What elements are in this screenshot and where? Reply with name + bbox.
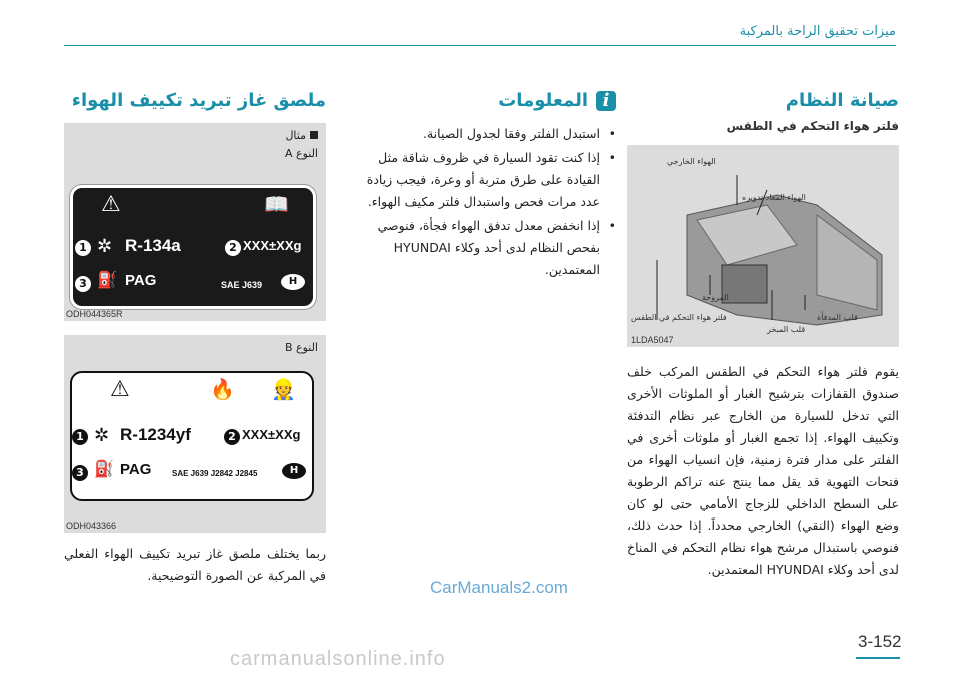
standard-b: SAE J639 J2842 J2845 <box>172 469 258 478</box>
label-card-b <box>70 371 314 501</box>
label-fan: المروحة <box>702 293 729 302</box>
flame-icon: 🔥 <box>210 377 235 401</box>
num-3-badge: 3 <box>72 465 88 481</box>
example-caption: مثال <box>285 129 318 142</box>
refrigerant-type-a: R-134a <box>125 236 181 255</box>
technician-icon: 👷 <box>271 377 296 401</box>
num-2-badge: 2 <box>224 429 240 445</box>
amount-a: XXX±XXg <box>243 238 302 253</box>
bottom-watermark: carmanualsonline.info <box>230 648 446 670</box>
info-heading: iالمعلومات <box>354 90 616 111</box>
type-a-caption: النوع A <box>284 147 318 160</box>
num-1-badge: 1 <box>72 429 88 445</box>
standard-a: SAE J639 <box>221 280 263 290</box>
filter-diagram <box>627 145 899 347</box>
oil-type-a: PAG <box>125 272 157 289</box>
page-number: 3-152 <box>858 632 902 651</box>
section-heading-maintenance: صيانة النظام <box>785 90 899 111</box>
middle-column <box>354 90 616 283</box>
label-card-a <box>70 185 316 309</box>
type-b-caption: النوع B <box>284 341 318 354</box>
label-evap-core: قلب المبخر <box>767 325 806 334</box>
warning-icon: ⚠ <box>110 377 130 402</box>
label-recirc-air: الهواء المعاد تدويره <box>742 193 806 202</box>
gear-icon: ✲ <box>94 425 110 446</box>
info-icon: i <box>596 91 616 111</box>
oil-can-icon: ⛽ <box>97 270 117 289</box>
header-rule <box>64 45 896 46</box>
num-1-badge: 1 <box>75 240 91 256</box>
manual-icon: 📖 <box>264 192 289 216</box>
filter-paragraph: يقوم فلتر هواء التحكم في الطقس المركب خلف صندوق القفازات بترشيح الغبار أو الملوثات الأخرى التي تدخل للسيارة من الخارج عبر نظام التدفئة وتكييف الهواء. إذا تجمع الغبار أو ملوثات أخرى في الفلتر على مدار فترة زمنية، فإن انسياب الهواء من فتحات التهوية قد يقل مما ينتج عنه تراكم الرطوبة على السطح الداخلي للزجاج الأمامي حتى لو كان وضع الهواء (النقي) الخارجي محدداً. إذا حدث ذلك، فنوصي باستبدال مرشح هواء نظام التحكم في المناخ لدى أحد وكلاء HYUNDAI المعتمدين. <box>627 364 899 577</box>
footer-rule <box>856 657 900 659</box>
figure-type-a <box>64 123 326 321</box>
warning-icon: ⚠ <box>101 192 121 217</box>
info-bullet-1: • استبدل الفلتر وفقا لجدول الصيانة. <box>354 123 616 145</box>
figure-type-b <box>64 335 326 533</box>
info-bullet-2: • إذا كنت تقود السيارة في ظروف شاقة مثل القيادة على طرق متربة أو وعرة، فيجب زيادة عدد مرات فحص واستبدال فلتر مكيف الهواء. <box>354 147 616 213</box>
refrigerant-label-heading: ملصق غاز تبريد تكييف الهواء <box>71 90 326 111</box>
refrigerant-type-b: R-1234yf <box>120 425 191 444</box>
page-header: ميزات تحقيق الراحة بالمركبة <box>739 24 896 39</box>
right-column <box>627 90 899 581</box>
hyundai-logo-icon: H <box>281 274 305 290</box>
figure-code-a: ODH044365R <box>66 309 123 319</box>
label-filter: فلتر هواء التحكم في الطقس <box>631 313 727 322</box>
oil-can-icon: ⛽ <box>94 459 114 478</box>
oil-type-b: PAG <box>120 461 152 478</box>
left-column <box>64 90 326 587</box>
num-2-badge: 2 <box>225 240 241 256</box>
figure-code: 1LDA5047 <box>631 335 674 345</box>
hyundai-logo-icon: H <box>282 463 306 479</box>
info-bullet-3: • إذا انخفض معدل تدفق الهواء فجأة، فنوصي بفحص النظام لدى أحد وكلاء HYUNDAI المعتمدين. <box>354 215 616 281</box>
num-3-badge: 3 <box>75 276 91 292</box>
square-bullet-icon <box>310 131 318 139</box>
label-outside-air: الهواء الخارجي <box>667 157 716 166</box>
gear-icon: ✲ <box>97 236 113 257</box>
label-paragraph: ربما يختلف ملصق غاز تبريد تكييف الهواء الفعلي في المركبة عن الصورة التوضيحية. <box>64 546 326 583</box>
subheading-filter: فلتر هواء التحكم في الطقس <box>726 119 899 133</box>
amount-b: XXX±XXg <box>242 427 301 442</box>
info-bullets <box>354 123 616 281</box>
label-heater-core: قلب المدفأة <box>817 313 858 322</box>
figure-code-b: ODH043366 <box>66 521 117 531</box>
watermark: CarManuals2.com <box>430 578 568 597</box>
